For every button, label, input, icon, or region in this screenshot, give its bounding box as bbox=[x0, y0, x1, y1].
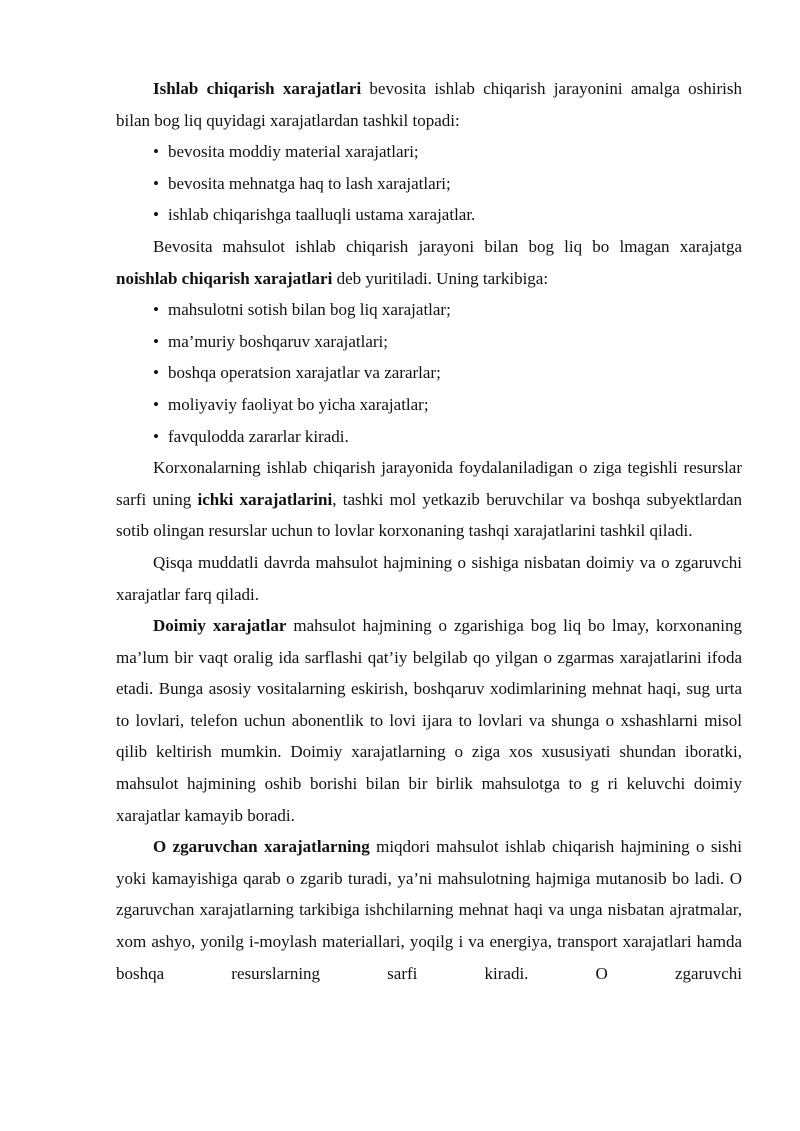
list-item: • bevosita mehnatga haq to lash xarajatlari; bbox=[153, 168, 742, 200]
paragraph-internal-costs bbox=[116, 452, 742, 547]
list-item: • ishlab chiqarishga taalluqli ustama xarajatlar. bbox=[153, 199, 742, 231]
paragraph-production-costs bbox=[116, 73, 742, 136]
list-item: • favqulodda zararlar kiradi. bbox=[153, 421, 742, 453]
term-production-costs: Ishlab chiqarish xarajatlari bbox=[153, 79, 362, 98]
list-item: • ma’muriy boshqaruv xarajatlari; bbox=[153, 326, 742, 358]
term-variable-costs: O zgaruvchan xarajatlarning bbox=[153, 837, 370, 857]
paragraph-variable-costs bbox=[116, 831, 742, 989]
list-item: • bevosita moddiy material xarajatlari; bbox=[153, 136, 742, 168]
paragraph-text: Bevosita mahsulot ishlab chiqarish jarayoni bilan bog liq bo lmagan xarajatga bbox=[153, 236, 742, 256]
document-body bbox=[116, 73, 742, 989]
list-item: • mahsulotni sotish bilan bog liq xarajatlar; bbox=[153, 294, 742, 326]
term-nonproduction-costs: noishlab chiqarish xarajatlari bbox=[116, 268, 333, 288]
paragraph-fixed-costs bbox=[116, 610, 742, 831]
paragraph-text: mahsulot hajmining o zgarishiga bog liq bo lmay, korxonaning ma’lum bir vaqt oralig ida sarflashi qat’iy belgilab qo yilgan o zgarmas xarajatlarini ifoda etadi. Bunga asosiy vositalarning eskirish, boshqaruv xodimlarining mehnat haqi, sug urta to lovlari, telefon uchun abonentlik to lovi ijara to lovlari va shunga o xshashlarni misol qilib keltirish mumkin. Doimiy xarajatlarning o ziga xos xususiyati shundan iboratki, mahsulot hajmining oshib borishi bilan bir birlik mahsulotga to g ri keluvchi doimiy xarajatlar kamayib boradi. bbox=[116, 616, 742, 825]
list-item: • moliyaviy faoliyat bo yicha xarajatlar; bbox=[153, 389, 742, 421]
nonproduction-costs-list bbox=[116, 294, 742, 452]
paragraph-text: miqdori mahsulot ishlab chiqarish hajmining o sishi yoki kamayishiga qarab o zgarib turadi, ya’ni mahsulotning hajmiga mutanosib bo ladi. O zgaruvchan xarajatlarning tarkibiga ishchilarning mehnat haqi va unga nisbatan ajratmalar, xom ashyo, yonilg i-moylash materiallari, yoqilg i va energiya, transport xarajatlari hamda boshqa resurslarning sarfi kiradi. O zgaruvchi bbox=[116, 837, 742, 983]
term-internal-costs: ichki xarajatlarini bbox=[197, 489, 333, 509]
term-fixed-costs: Doimiy xarajatlar bbox=[153, 616, 287, 636]
paragraph-text: bevosita ishlab chiqarish jarayonini amalga oshirish bilan bog liq quyidagi xarajatlardan tashkil topadi: bbox=[116, 79, 742, 130]
paragraph-text: , tashki mol yetkazib beruvchilar va boshqa subyektlardan sotib olingan resurslar uchun to lovlar korxonaning tashqi xarajatlarini tashkil qiladi. bbox=[116, 489, 742, 541]
paragraph-text: Korxonalarning ishlab chiqarish jarayonida foydalaniladigan o ziga tegishli resurslar sarfi uning bbox=[116, 458, 742, 509]
production-costs-list bbox=[116, 136, 742, 231]
paragraph-text: deb yuritiladi. Uning tarkibiga: bbox=[332, 268, 549, 288]
paragraph-short-term: Qisqa muddatli davrda mahsulot hajmining o sishiga nisbatan doimiy va o zgaruvchi xarajatlar farq qiladi. bbox=[116, 552, 742, 604]
paragraph-nonproduction-costs bbox=[116, 231, 742, 294]
list-item: • boshqa operatsion xarajatlar va zararlar; bbox=[153, 357, 742, 389]
